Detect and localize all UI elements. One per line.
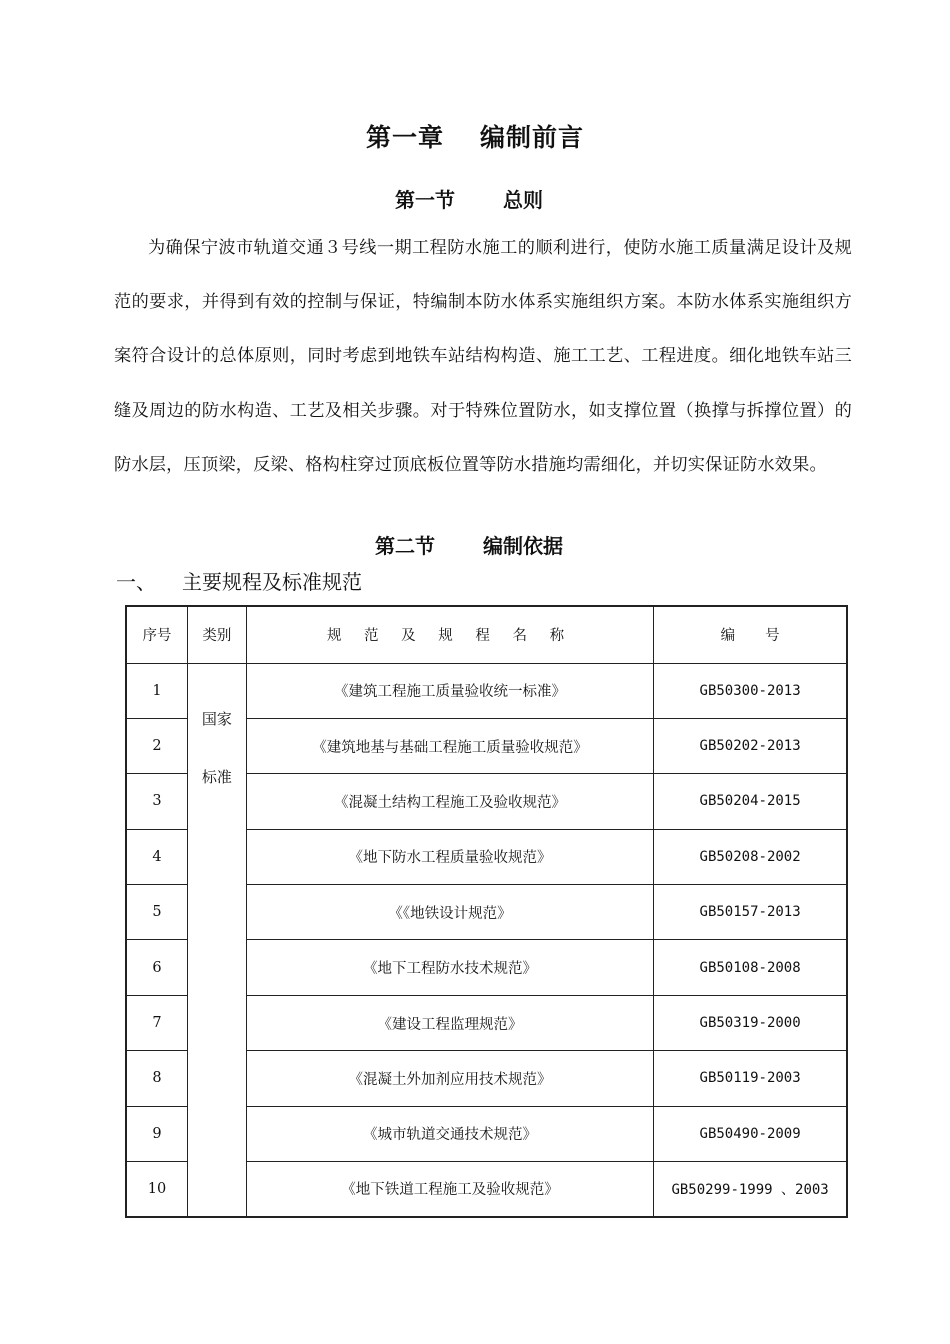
header-code-part-a: 编 (720, 628, 736, 645)
subsection-title: 主要规程及标准规范 (182, 570, 362, 594)
table-row (126, 663, 847, 718)
row-code: GB50490-2009 (654, 1106, 847, 1161)
category-cell (187, 663, 246, 1217)
row-no: 1 (126, 663, 187, 718)
row-name: 《建筑工程施工质量验收统一标准》 (246, 663, 653, 718)
chapter-title-text: 编制前言 (480, 123, 585, 152)
row-name: 《混凝土外加剂应用技术规范》 (246, 1051, 653, 1106)
row-code: GB50208-2002 (654, 829, 847, 884)
row-code: GB50319-2000 (654, 995, 847, 1050)
section-2-heading (0, 530, 944, 559)
row-name: 《建筑地基与基础工程施工质量验收规范》 (246, 718, 653, 773)
subsection-number: 一、 (116, 570, 156, 594)
row-no: 4 (126, 829, 187, 884)
row-no: 3 (126, 774, 187, 829)
row-name: 《地下工程防水技术规范》 (246, 940, 653, 995)
row-code: GB50202-2013 (654, 718, 847, 773)
subsection-heading (116, 566, 362, 595)
header-category: 类别 (187, 606, 246, 663)
header-code (654, 606, 847, 663)
row-code: GB50299-1999 、2003 (654, 1162, 847, 1217)
row-no: 7 (126, 995, 187, 1050)
section-1-heading (0, 184, 944, 213)
row-no: 2 (126, 718, 187, 773)
section-2-number: 第二节 (375, 534, 435, 558)
chapter-title (0, 118, 950, 154)
category-line-2: 标准 (201, 767, 232, 786)
row-no: 10 (126, 1162, 187, 1217)
row-no: 9 (126, 1106, 187, 1161)
section-1-title: 总则 (503, 188, 543, 212)
row-code: GB50204-2015 (654, 774, 847, 829)
row-code: GB50119-2003 (654, 1051, 847, 1106)
header-no: 序号 (126, 606, 187, 663)
row-no: 6 (126, 940, 187, 995)
section-1-paragraph: 为确保宁波市轨道交通３号线一期工程防水施工的顺利进行，使防水施工质量满足设计及规范的要求，并得到有效的控制与保证，特编制本防水体系实施组织方案。本防水体系实施组织方案符合设计的总体原则，同时考虑到地铁车站结构构造、施工工艺、工程进度。细化地铁车站三缝及周边的防水构造、工艺及相关步骤。对于特殊位置防水，如支撑位置（换撑与拆撑位置）的防水层，压顶梁，反梁、格构柱穿过顶底板位置等防水措施均需细化，并切实保证防水效果。 (114, 238, 852, 475)
table-header-row (126, 606, 847, 663)
chapter-number: 第一章 (365, 123, 444, 152)
row-code: GB50108-2008 (654, 940, 847, 995)
row-name: 《地下防水工程质量验收规范》 (246, 829, 653, 884)
row-name: 《城市轨道交通技术规范》 (246, 1106, 653, 1161)
row-name: 《地下铁道工程施工及验收规范》 (246, 1162, 653, 1217)
row-name: 《《地铁设计规范》 (246, 885, 653, 940)
row-no: 8 (126, 1051, 187, 1106)
row-code: GB50157-2013 (654, 885, 847, 940)
row-no: 5 (126, 885, 187, 940)
header-name: 规 范 及 规 程 名 称 (246, 606, 653, 663)
header-code-part-b: 号 (765, 628, 780, 645)
row-name: 《混凝土结构工程施工及验收规范》 (246, 774, 653, 829)
row-name: 《建设工程监理规范》 (246, 995, 653, 1050)
section-1-number: 第一节 (395, 188, 455, 212)
category-line-1: 国家 (201, 709, 232, 728)
section-2-title: 编制依据 (483, 534, 563, 558)
standards-table (125, 605, 848, 1218)
row-code: GB50300-2013 (654, 663, 847, 718)
